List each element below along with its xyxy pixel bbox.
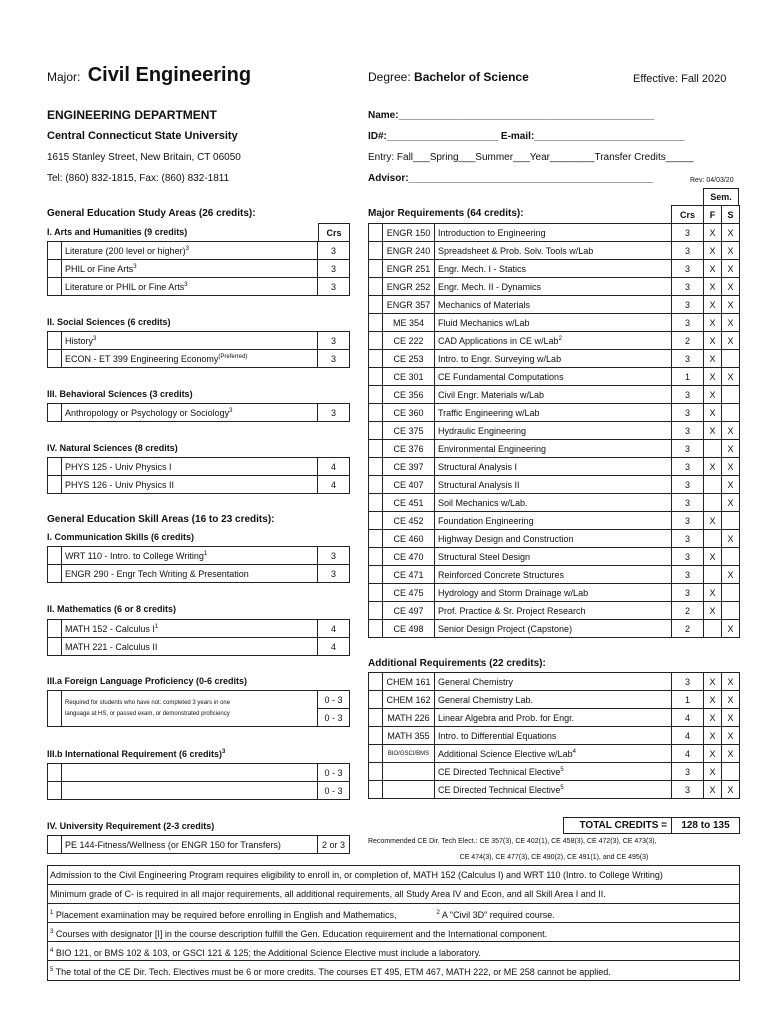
course-credits: 2 (672, 620, 704, 638)
table-row: 0 - 3 (48, 764, 350, 782)
table-row (369, 386, 740, 404)
fall-mark (704, 440, 722, 458)
check-cell[interactable] (369, 691, 383, 709)
course-cell[interactable]: ECON - ET 399 Engineering Economy$^{(Preferred)}$ (62, 350, 318, 368)
course-name: CAD Applications in CE w/Lab$^2$ (435, 332, 672, 350)
gen-ed-study-title: General Education Study Areas (26 credits): (47, 208, 256, 219)
course-code: CE 301 (383, 368, 435, 386)
sem-header: Sem. (703, 188, 739, 206)
table-row (369, 242, 740, 260)
course-credits: 3 (672, 548, 704, 566)
degree-label: Degree: (368, 70, 411, 84)
lang-note: Required for students who have not: completed 3 years in one language at HS, or passed exam, or demonstrated proficiency (62, 691, 318, 727)
course-name: Introduction to Engineering (435, 224, 672, 242)
table-row (369, 548, 740, 566)
check-cell[interactable] (369, 368, 383, 386)
course-name: Hydraulic Engineering (435, 422, 672, 440)
course-name: General Chemistry Lab. (435, 691, 672, 709)
spring-mark: X (722, 673, 740, 691)
course-code: CHEM 161 (383, 673, 435, 691)
spring-mark (722, 404, 740, 422)
spring-mark: X (722, 494, 740, 512)
check-cell[interactable] (369, 458, 383, 476)
course-cell[interactable]: MATH 152 - Calculus $I^1$ (62, 620, 318, 638)
spring-mark (722, 763, 740, 781)
spring-mark (722, 584, 740, 602)
math-table (47, 619, 350, 656)
course-name: Structural Steel Design (435, 548, 672, 566)
table-row (369, 350, 740, 368)
course-credits: 4 (672, 727, 704, 745)
fall-mark: X (704, 260, 722, 278)
gen-ed-crs-header (318, 223, 350, 242)
course-credits: 3 (672, 224, 704, 242)
course-credits: 1 (672, 368, 704, 386)
course-credits: 3 (672, 296, 704, 314)
table-row (369, 620, 740, 638)
course-code: CE 356 (383, 386, 435, 404)
course-credits: 3 (672, 440, 704, 458)
fall-mark: X (704, 404, 722, 422)
department-address: 1615 Stanley Street, New Britain, CT 06050 (47, 152, 241, 163)
check-cell[interactable] (369, 512, 383, 530)
course-credits: 3 (672, 386, 704, 404)
check-cell[interactable] (369, 314, 383, 332)
course-code: CE 471 (383, 566, 435, 584)
course-cell[interactable]: Anthropology or Psychology or Sociology$^3$ (62, 404, 318, 422)
id-email-field[interactable]: ID#:____________________ E-mail:___________________________ (368, 131, 685, 142)
course-name: Intro. to Engr. Surveying w/Lab (435, 350, 672, 368)
spring-mark: X (722, 278, 740, 296)
natural-table (47, 457, 350, 494)
degree-value: Bachelor of Science (414, 70, 529, 84)
spring-mark: X (722, 260, 740, 278)
course-code: CE 375 (383, 422, 435, 440)
table-row: PHIL or Fine Arts$^3$ 3 (48, 260, 350, 278)
course-cell[interactable]: Literature (200 level or higher)$^3$ (62, 242, 318, 260)
table-row: ENGR 290 - Engr Tech Writing & Presentation 3 (48, 565, 350, 583)
course-code: ENGR 240 (383, 242, 435, 260)
behavioral-title: III. Behavioral Sciences (3 credits) (47, 389, 193, 399)
table-row: PHYS 126 - Univ Physics II 4 (48, 476, 350, 494)
table-row (369, 404, 740, 422)
table-row (369, 530, 740, 548)
fall-mark: X (704, 314, 722, 332)
table-row (369, 260, 740, 278)
spring-mark: X (722, 368, 740, 386)
table-row (369, 368, 740, 386)
table-row (369, 781, 740, 799)
table-row (369, 296, 740, 314)
course-code: MATH 226 (383, 709, 435, 727)
check-cell[interactable] (369, 548, 383, 566)
note-min-grade: Minimum grade of C- is required in all major requirements, all additional requirements, all Study Area IV and Econ, and all Skill Area I and II. (48, 885, 739, 904)
spring-mark: X (722, 440, 740, 458)
course-name: Hydrology and Storm Drainage w/Lab (435, 584, 672, 602)
table-row: Literature (200 level or higher)$^3$ 3 (48, 242, 350, 260)
course-cell[interactable]: PE 144-Fitness/Wellness (or ENGR 150 for Transfers) (62, 836, 318, 854)
table-row (369, 727, 740, 745)
name-field[interactable]: Name:______________________________________________ (368, 110, 655, 121)
check-cell[interactable] (369, 278, 383, 296)
univ-table (47, 835, 350, 854)
course-name: Engr. Mech. I - Statics (435, 260, 672, 278)
note-science: $^4$ BIO 121, or BMS 102 & 103, or GSCI 121 & 125; the Additional Science Elective must include a laboratory. (48, 942, 739, 961)
course-credits: 3 (672, 781, 704, 799)
course-code: CE 360 (383, 404, 435, 422)
course-name: CE Directed Technical Elective$^5$ (435, 763, 672, 781)
course-credits: 3 (672, 404, 704, 422)
spring-mark: X (722, 709, 740, 727)
spring-mark: X (722, 530, 740, 548)
advisor-field[interactable]: Advisor:____________________________________________ (368, 173, 654, 184)
check-cell[interactable] (369, 260, 383, 278)
fall-mark: X (704, 332, 722, 350)
table-row (369, 476, 740, 494)
course-code: ENGR 357 (383, 296, 435, 314)
major-table: Crs F S ENGR 150 Introduction to Engineering 3 X X ENGR 240 Spreadsheet & Prob. Solv. Tools w/Lab 3 X X ENGR 251 Engr. Mech. I - Statics 3 X X ENGR 252 Engr. Mech. II - Dynamics 3 X X ENGR 357 Mechanics of Materials 3 X X ME 354 Fluid Mechanics w/Lab 3 X X CE 222 CAD Applications in CE w/Lab$^2$ 2 X X CE 253 Intro. to Engr. Surveying w/Lab 3 X CE 301 CE Fundamental Computations 1 X X CE 356 Civil Engr. Materials w/Lab 3 X CE 360 Traffic Engineering w/Lab 3 X CE 375 Hydraulic Engineering 3 X X CE 376 Environmental Engineering 3 X CE 397 Structural Analysis I 3 X X CE 407 Structural Analysis II 3 X CE 451 Soil Mechanics w/Lab. 3 X CE 452 Foundation Engineering 3 X CE 460 Highway Design and Construction 3 X CE 470 Structural Steel Design 3 X CE 471 Reinforced Concrete Structures 3 X CE 475 Hydrology and Storm Drainage w/Lab 3 X CE 497 Prof. Practice & Sr. Project Research 2 X CE 498 Senior Design Project (Capstone) 2 X (368, 205, 740, 638)
table-row (369, 566, 740, 584)
check-cell[interactable] (369, 422, 383, 440)
fall-mark: X (704, 673, 722, 691)
table-row (369, 458, 740, 476)
check-cell[interactable] (369, 494, 383, 512)
course-code: ME 354 (383, 314, 435, 332)
table-row: PHYS 125 - Univ Physics I 4 (48, 458, 350, 476)
check-cell[interactable] (369, 584, 383, 602)
course-credits: 3 (672, 422, 704, 440)
fall-mark: X (704, 512, 722, 530)
course-credits: 3 (672, 242, 704, 260)
course-code: CE 497 (383, 602, 435, 620)
major-req-title: Major Requirements (64 credits): (368, 208, 524, 219)
course-code: MATH 355 (383, 727, 435, 745)
table-row: 0 - 3 (48, 782, 350, 800)
course-cell[interactable]: MATH 221 - Calculus II (62, 638, 318, 656)
crs-header: Crs (319, 224, 350, 242)
course-cell[interactable]: PHYS 125 - Univ Physics I (62, 458, 318, 476)
lang-title: III.a Foreign Language Proficiency (0-6 credits) (47, 676, 248, 686)
course-credits: 3 (672, 566, 704, 584)
spring-mark (722, 350, 740, 368)
table-row (369, 673, 740, 691)
course-credits: 2 (672, 602, 704, 620)
course-name: Spreadsheet & Prob. Solv. Tools w/Lab (435, 242, 672, 260)
table-row (369, 763, 740, 781)
table-row: MATH 221 - Calculus II 4 (48, 638, 350, 656)
check-cell[interactable] (369, 404, 383, 422)
spring-mark (722, 548, 740, 566)
fall-mark: X (704, 458, 722, 476)
table-row: WRT 110 - Intro. to College Writing$^1$ 3 (48, 547, 350, 565)
fall-mark: X (704, 224, 722, 242)
footnotes (47, 865, 740, 981)
course-name: CE Fundamental Computations (435, 368, 672, 386)
course-name: Mechanics of Materials (435, 296, 672, 314)
table-row (369, 709, 740, 727)
course-name: Prof. Practice & Sr. Project Research (435, 602, 672, 620)
degree-heading (368, 70, 529, 84)
table-row (369, 584, 740, 602)
spring-mark: X (722, 566, 740, 584)
course-credits: 3 (672, 350, 704, 368)
spring-mark: X (722, 242, 740, 260)
univ-title: IV. University Requirement (2-3 credits) (47, 821, 215, 831)
comm-title: I. Communication Skills (6 credits) (47, 532, 195, 542)
course-code: CE 475 (383, 584, 435, 602)
fall-mark: X (704, 602, 722, 620)
fall-mark (704, 620, 722, 638)
course-cell[interactable]: WRT 110 - Intro. to College Writing$^1$ (62, 547, 318, 565)
course-credits: 3 (672, 673, 704, 691)
course-cell[interactable]: ENGR 290 - Engr Tech Writing & Presentation (62, 565, 318, 583)
course-cell[interactable]: PHYS 126 - Univ Physics II (62, 476, 318, 494)
course-credits: 3 (672, 584, 704, 602)
course-code: CE 376 (383, 440, 435, 458)
table-row: 0 - 3 (48, 709, 350, 727)
spring-mark: X (722, 422, 740, 440)
check-cell[interactable] (369, 530, 383, 548)
check-cell[interactable] (369, 781, 383, 799)
course-name: Additional Science Elective w/Lab$^4$ (435, 745, 672, 763)
spring-mark: X (722, 620, 740, 638)
table-row (369, 691, 740, 709)
table-row: MATH 152 - Calculus $I^1$ 4 (48, 620, 350, 638)
course-code: CE 222 (383, 332, 435, 350)
check-cell[interactable] (369, 242, 383, 260)
check-cell[interactable] (369, 440, 383, 458)
spring-mark: X (722, 296, 740, 314)
fall-mark: X (704, 368, 722, 386)
major-heading (47, 64, 251, 87)
table-row (369, 278, 740, 296)
additional-req-title: Additional Requirements (22 credits): (368, 658, 546, 669)
check-cell[interactable] (369, 727, 383, 745)
course-name: Environmental Engineering (435, 440, 672, 458)
check-cell[interactable] (369, 386, 383, 404)
course-credits: 2 (672, 332, 704, 350)
course-code: CE 407 (383, 476, 435, 494)
fall-mark: X (704, 727, 722, 745)
course-name: Structural Analysis I (435, 458, 672, 476)
course-credits: 3 (672, 476, 704, 494)
entry-text: Entry: Fall___Spring___Summer___Year________Transfer Credits_____ (368, 152, 694, 163)
course-credits: 3 (672, 530, 704, 548)
course-code: CE 460 (383, 530, 435, 548)
spring-mark: X (722, 314, 740, 332)
course-credits: 3 (672, 260, 704, 278)
fall-mark (704, 494, 722, 512)
table-row (369, 440, 740, 458)
table-row: ECON - ET 399 Engineering Economy$^{(Preferred)}$ 3 (48, 350, 350, 368)
check-cell[interactable] (369, 673, 383, 691)
social-title: II. Social Sciences (6 credits) (47, 317, 171, 327)
spring-mark (722, 512, 740, 530)
math-title: II. Mathematics (6 or 8 credits) (47, 604, 177, 614)
course-name: Structural Analysis II (435, 476, 672, 494)
check-cell[interactable] (369, 763, 383, 781)
table-row (369, 494, 740, 512)
fall-mark: X (704, 422, 722, 440)
course-cell[interactable] (62, 782, 318, 800)
table-row (369, 745, 740, 763)
spring-mark: X (722, 332, 740, 350)
department-name: ENGINEERING DEPARTMENT (47, 108, 217, 122)
course-code: CE 397 (383, 458, 435, 476)
fall-mark (704, 476, 722, 494)
spring-mark (722, 386, 740, 404)
course-code: ENGR 251 (383, 260, 435, 278)
course-name: General Chemistry (435, 673, 672, 691)
check-cell[interactable] (369, 332, 383, 350)
recommended-electives: Recommended CE Dir. Tech Elect.: CE 357(3), CE 402(1), CE 458(3), CE 472(3), CE 473(3), CE 474(3), CE 477(3), CE 490(2), CE 491(1), and CE 495(3) (368, 838, 657, 861)
spring-mark: X (722, 458, 740, 476)
fall-mark: X (704, 296, 722, 314)
total-credits: TOTAL CREDITS = 128 to 135 (563, 817, 740, 834)
course-credits: 3 (672, 512, 704, 530)
major-label: Major: (47, 70, 81, 84)
course-code: CHEM 162 (383, 691, 435, 709)
course-name: Soil Mechanics w/Lab. (435, 494, 672, 512)
table-row: Literature or PHIL or Fine Arts$^3$ 3 (48, 278, 350, 296)
fall-mark: X (704, 781, 722, 799)
fall-mark: X (704, 709, 722, 727)
spring-mark: X (722, 745, 740, 763)
university-name: Central Connecticut State University (47, 130, 238, 142)
check-cell[interactable] (369, 745, 383, 763)
additional-table (368, 672, 740, 799)
course-code: CE 498 (383, 620, 435, 638)
course-name: Intro. to Differential Equations (435, 727, 672, 745)
lang-table (47, 690, 350, 727)
major-value: Civil Engineering (87, 64, 252, 86)
check-cell[interactable] (369, 602, 383, 620)
table-row (369, 314, 740, 332)
check-cell[interactable] (369, 476, 383, 494)
course-code: CE 452 (383, 512, 435, 530)
fall-mark (704, 566, 722, 584)
course-name: Fluid Mechanics w/Lab (435, 314, 672, 332)
table-row: PE 144-Fitness/Wellness (or ENGR 150 for Transfers) 2 or 3 (48, 836, 350, 854)
spring-mark: X (722, 476, 740, 494)
course-credits: 4 (672, 745, 704, 763)
intl-table (47, 763, 350, 800)
course-code (383, 763, 435, 781)
arts-table (47, 241, 350, 296)
table-row: History$^3$ 3 (48, 332, 350, 350)
course-credits: 1 (672, 691, 704, 709)
check-cell[interactable] (369, 620, 383, 638)
fall-mark: X (704, 584, 722, 602)
course-code: BIO/GSCI/BMS (383, 745, 435, 763)
spring-mark: X (722, 781, 740, 799)
table-row (369, 602, 740, 620)
course-name: Civil Engr. Materials w/Lab (435, 386, 672, 404)
course-code: ENGR 252 (383, 278, 435, 296)
entry-field[interactable] (368, 152, 694, 163)
intl-title: III.b International Requirement (6 credits)$^3$ (47, 749, 226, 759)
table-row (369, 422, 740, 440)
table-row: Anthropology or Psychology or Sociology$^3$ 3 (48, 404, 350, 422)
course-cell[interactable] (62, 764, 318, 782)
check-cell[interactable] (369, 350, 383, 368)
fall-mark: X (704, 548, 722, 566)
spring-mark (722, 602, 740, 620)
revision-date: Rev: 04/03/20 (690, 177, 734, 184)
course-name: Linear Algebra and Prob. for Engr. (435, 709, 672, 727)
course-code: CE 253 (383, 350, 435, 368)
effective-date: Effective: Fall 2020 (633, 73, 727, 85)
spring-mark: X (722, 224, 740, 242)
course-code (383, 781, 435, 799)
behavioral-table (47, 403, 350, 422)
course-cell[interactable]: Literature or PHIL or Fine Arts$^3$ (62, 278, 318, 296)
fall-mark: X (704, 386, 722, 404)
check-cell[interactable] (369, 296, 383, 314)
fall-mark: X (704, 745, 722, 763)
course-code: CE 451 (383, 494, 435, 512)
natural-title: IV. Natural Sciences (8 credits) (47, 443, 178, 453)
spring-mark: X (722, 691, 740, 709)
fall-mark: X (704, 278, 722, 296)
fall-mark: X (704, 691, 722, 709)
table-row (369, 224, 740, 242)
course-credits: 3 (672, 314, 704, 332)
course-name: CE Directed Technical Elective$^5$ (435, 781, 672, 799)
course-credits: 3 (672, 763, 704, 781)
check-cell[interactable] (369, 709, 383, 727)
course-cell[interactable]: History$^3$ (62, 332, 318, 350)
fall-mark (704, 530, 722, 548)
fall-mark: X (704, 350, 722, 368)
check-cell[interactable] (369, 224, 383, 242)
course-name: Senior Design Project (Capstone) (435, 620, 672, 638)
course-name: Traffic Engineering w/Lab (435, 404, 672, 422)
fall-mark: X (704, 242, 722, 260)
arts-title: I. Arts and Humanities (9 credits) (47, 227, 188, 237)
comm-table (47, 546, 350, 583)
course-code: CE 470 (383, 548, 435, 566)
check-cell[interactable] (369, 566, 383, 584)
course-name: Engr. Mech. II - Dynamics (435, 278, 672, 296)
spring-mark: X (722, 727, 740, 745)
social-table (47, 331, 350, 368)
note-electives: $^5$ The total of the CE Dir. Tech. Electives must be 6 or more credits. The courses ET 495, ETM 467, MATH 222, or ME 258 cannot be applied. (50, 967, 611, 977)
course-credits: 3 (672, 278, 704, 296)
table-row: Required for students who have not: completed 3 years in one language at HS, or passed exam, or demonstrated proficiency 0 - 3 (48, 691, 350, 709)
course-credits: 4 (672, 709, 704, 727)
course-name: Highway Design and Construction (435, 530, 672, 548)
table-row (369, 512, 740, 530)
note-admission: Admission to the Civil Engineering Program requires eligibility to enroll in, or completion of, MATH 152 (Calculus I) and WRT 110 (Intro. to College Writing) (48, 866, 739, 885)
course-credits: 3 (672, 494, 704, 512)
gen-ed-skill-title: General Education Skill Areas (16 to 23 credits): (47, 514, 275, 525)
note-placement: $^1$ Placement examination may be required before enrolling in English and Mathematics, $^2$ A "Civil 3D" required course. (48, 904, 739, 923)
course-credits: 3 (672, 458, 704, 476)
department-phone: Tel: (860) 832-1815, Fax: (860) 832-1811 (47, 173, 230, 184)
course-name: Foundation Engineering (435, 512, 672, 530)
course-cell[interactable]: PHIL or Fine Arts$^3$ (62, 260, 318, 278)
course-code: ENGR 150 (383, 224, 435, 242)
fall-mark: X (704, 763, 722, 781)
note-designator: $^3$ Courses with designator [I] in the course description fulfill the Gen. Education requirement and the International component. (48, 923, 739, 942)
course-name: Reinforced Concrete Structures (435, 566, 672, 584)
table-row (369, 332, 740, 350)
